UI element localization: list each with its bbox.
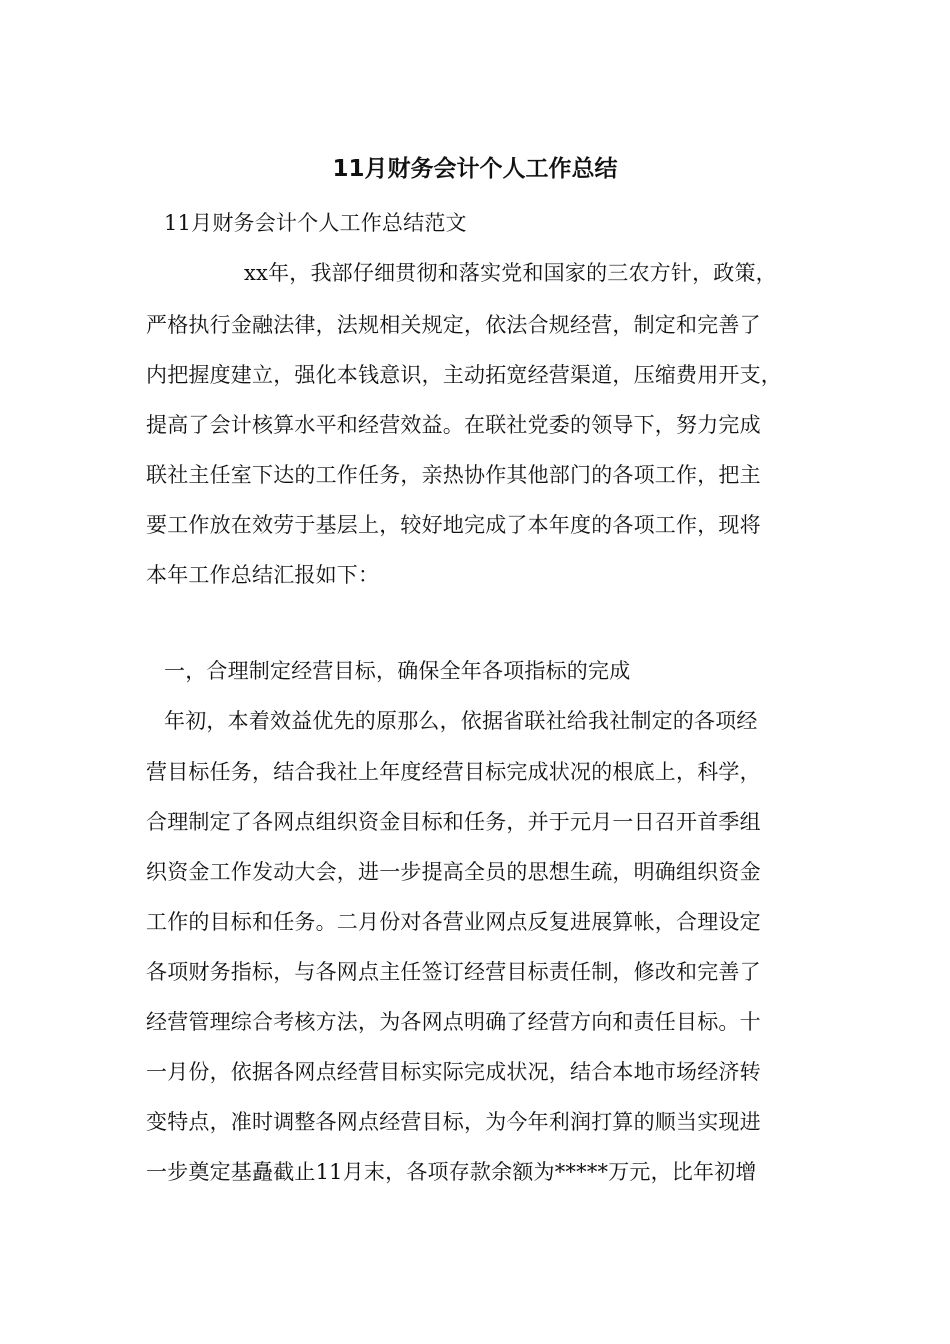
paragraph-line: 严格执行金融法律，法规相关规定，依法合规经营，制定和完善了	[146, 313, 761, 337]
section-heading: 一，合理制定经营目标，确保全年各项指标的完成	[164, 659, 631, 683]
paragraph-line: 联社主任室下达的工作任务，亲热协作其他部门的各项工作，把主	[146, 463, 761, 487]
paragraph-line: 营目标任务，结合我社上年度经营目标完成状况的根底上，科学，	[146, 760, 761, 784]
paragraph-line: 合理制定了各网点组织资金目标和任务，并于元月一日召开首季组	[146, 810, 761, 834]
paragraph-line: 各项财务指标，与各网点主任签订经营目标责任制，修改和完善了	[146, 960, 761, 984]
paragraph-line: 要工作放在效劳于基层上，较好地完成了本年度的各项工作，现将	[146, 513, 761, 537]
paragraph-line: 经营管理综合考核方法，为各网点明确了经营方向和责任目标。十	[146, 1010, 761, 1034]
document-subtitle: 11月财务会计个人工作总结范文	[164, 211, 467, 235]
paragraph-line: 提高了会计核算水平和经营效益。在联社党委的领导下，努力完成	[146, 413, 761, 437]
paragraph-line: 一月份，依据各网点经营目标实际完成状况，结合本地市场经济转	[146, 1060, 761, 1084]
paragraph-line: 本年工作总结汇报如下：	[146, 563, 380, 587]
document-title: 11月财务会计个人工作总结	[332, 156, 618, 182]
paragraph-line: xx年，我部仔细贯彻和落实党和国家的三农方针，政策，	[244, 261, 777, 285]
paragraph-line: 年初，本着效益优先的原那么，依据省联社给我社制定的各项经	[164, 709, 758, 733]
paragraph-line: 工作的目标和任务。二月份对各营业网点反复进展算帐，合理设定	[146, 910, 761, 934]
paragraph-line: 变特点，准时调整各网点经营目标，为今年利润打算的顺当实现进	[146, 1110, 761, 1134]
paragraph-line: 内把握度建立，强化本钱意识，主动拓宽经营渠道，压缩费用开支，	[146, 363, 782, 387]
paragraph-line: 织资金工作发动大会，进一步提高全员的思想生疏，明确组织资金	[146, 860, 761, 884]
paragraph-line: 一步奠定基矗截止11月末，各项存款余额为*****万元，比年初增	[146, 1160, 757, 1184]
